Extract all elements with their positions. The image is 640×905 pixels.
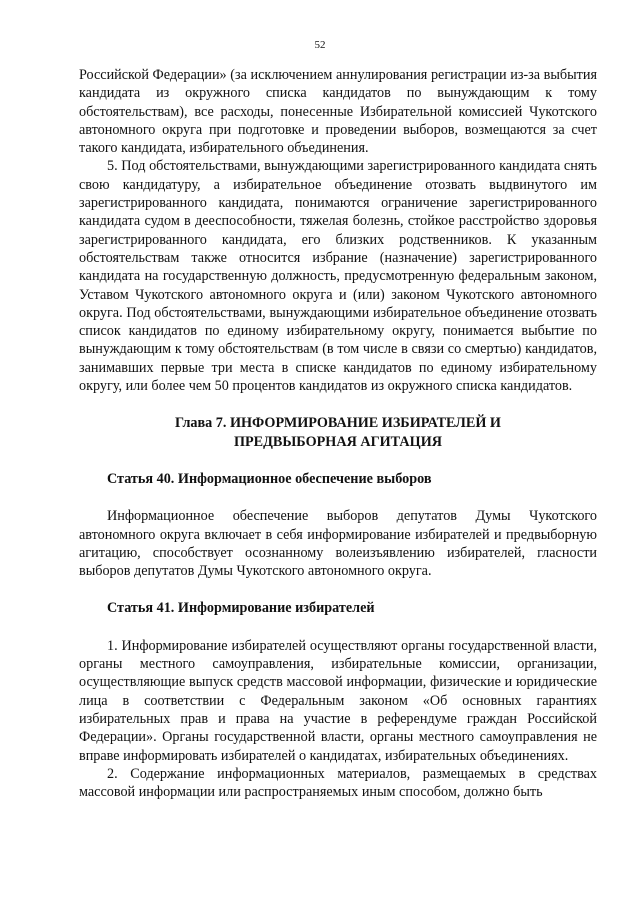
- chapter-heading-line-1: Глава 7. ИНФОРМИРОВАНИЕ ИЗБИРАТЕЛЕЙ И: [175, 415, 501, 432]
- article-40-heading: Статья 40. Информационное обеспечение выборов: [107, 470, 432, 487]
- paragraph-article-40: Информационное обеспечение выборов депутатов Думы Чукотского автономного округа включает в себя информирование избирателей и предвыборную агитацию, способствует осознанному волеизъявлению избирателей, гласности выборов депутатов Думы Чукотского автономного округа.: [79, 508, 597, 580]
- chapter-heading-line-2: ПРЕДВЫБОРНАЯ АГИТАЦИЯ: [233, 433, 442, 450]
- document-body: [79, 66, 597, 801]
- paragraph-continuation: Российской Федерации» (за исключением аннулирования регистрации из-за выбытия кандидата из окружного списка кандидатов по вынуждающим к тому обстоятельствам), все расходы, понесенные Избирательной комиссией Чукотского автономного округа при подготовке и проведении выборов, возмещаются за счет такого кандидата, избирательного объединения.: [79, 67, 597, 157]
- paragraph-article-41-item-2: 2. Содержание информационных материалов, размещаемых в средствах массовой информации или распространяемых иным способом, должно быть: [79, 765, 597, 801]
- article-41-heading: Статья 41. Информирование избирателей: [107, 600, 375, 617]
- paragraph-item-5: 5. Под обстоятельствами, вынуждающими зарегистрированного кандидата снять свою кандидатуру, а избирательное объединение отозвать выдвинутого им зарегистрированного кандидата, понимаются ограничение зарегистрированного кандидата судом в дееспособности, тяжелая болезнь, стойкое расстройство здоровья зарегистрированного кандидата, его близких родственников. К указанным обстоятельствам также относится избрание (назначение) зарегистрированного кандидата на государственную должность, предусмотренную федеральным законом, Уставом Чукотского автономного округа и (или) законом Чукотского автономного округа. Под обстоятельствами, вынуждающими избирательное объединение отозвать список кандидатов по единому избирательному округу, понимается выбытие по вынуждающим к тому обстоятельствам (в том числе в связи со смертью) кандидатов, занимавших первые три места в списке кандидатов по единому избирательному округу, или более чем 50 процентов кандидатов из окружного списка кандидатов.: [79, 158, 597, 395]
- paragraph-article-41-item-1: 1. Информирование избирателей осуществляют органы государственной власти, органы местного самоуправления, избирательные комиссии, организации, осуществляющие выпуск средств массовой информации, физические и юридические лица в соответствии с Федеральным законом «Об основных гарантиях избирательных прав и права на участие в референдуме граждан Российской Федерации». Органы государственной власти, органы местного самоуправления не вправе информировать избирателей о кандидатах, избирательных объединениях.: [79, 637, 597, 764]
- chapter-heading: [79, 414, 597, 451]
- page-number: 52: [314, 39, 326, 51]
